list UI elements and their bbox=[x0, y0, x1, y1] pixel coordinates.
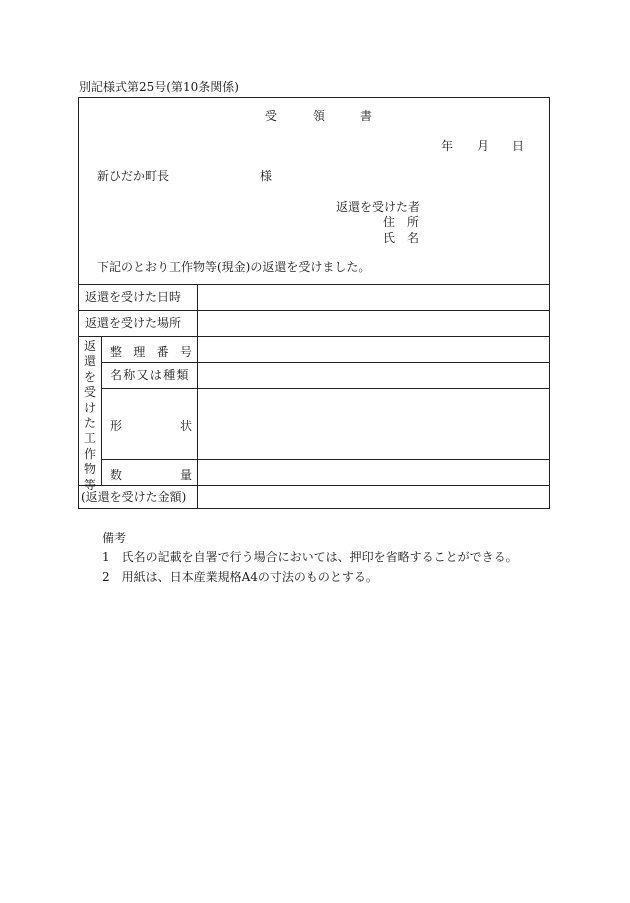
date-year: 年 bbox=[441, 139, 454, 153]
recipient-label: 返還を受けた者 bbox=[336, 200, 421, 214]
row-divider bbox=[79, 310, 549, 311]
row-divider bbox=[101, 459, 549, 460]
date-month: 月 bbox=[477, 139, 490, 153]
addressee-name: 新ひだか町長 bbox=[97, 169, 170, 183]
group-divider bbox=[101, 336, 102, 485]
row-divider bbox=[79, 336, 549, 337]
row-label-name-type: 名称又は種類 bbox=[110, 368, 190, 382]
row-divider bbox=[79, 485, 549, 486]
row-label-serial-number: 整 理 番 号 bbox=[110, 345, 192, 359]
row-label-shape: 形 状 bbox=[110, 419, 192, 433]
row-label-return-date: 返還を受けた日時 bbox=[85, 290, 182, 304]
form-number: 別記様式第25号(第10条関係) bbox=[79, 80, 239, 94]
note-item-2: 2 用紙は、日本産業規格A4の寸法のものとする。 bbox=[102, 570, 378, 584]
row-label-quantity: 数 量 bbox=[110, 468, 192, 482]
row-divider bbox=[101, 388, 549, 389]
title-char-1: 受 bbox=[265, 109, 278, 123]
title-char-2: 領 bbox=[313, 109, 326, 123]
row-label-amount: (返還を受けた金額) bbox=[81, 490, 187, 504]
column-divider bbox=[197, 284, 198, 509]
table-top-line bbox=[79, 284, 549, 285]
receipt-form bbox=[78, 97, 550, 509]
notes-title: 備考 bbox=[102, 531, 127, 545]
note-item-1: 1 氏名の記載を自署で行う場合においては、押印を省略することができる。 bbox=[102, 550, 518, 564]
date-day: 日 bbox=[512, 139, 525, 153]
statement-text: 下記のとおり工作物等(現金)の返還を受けました。 bbox=[97, 260, 371, 274]
title-char-3: 書 bbox=[360, 109, 373, 123]
recipient-name-label: 氏 名 bbox=[383, 231, 420, 245]
group-label-returned-items: 返還を受けた工作物等 bbox=[83, 339, 96, 492]
row-label-return-place: 返還を受けた場所 bbox=[85, 316, 182, 330]
row-divider bbox=[101, 362, 549, 363]
recipient-address-label: 住 所 bbox=[383, 215, 420, 229]
addressee-honorific: 様 bbox=[260, 169, 273, 183]
